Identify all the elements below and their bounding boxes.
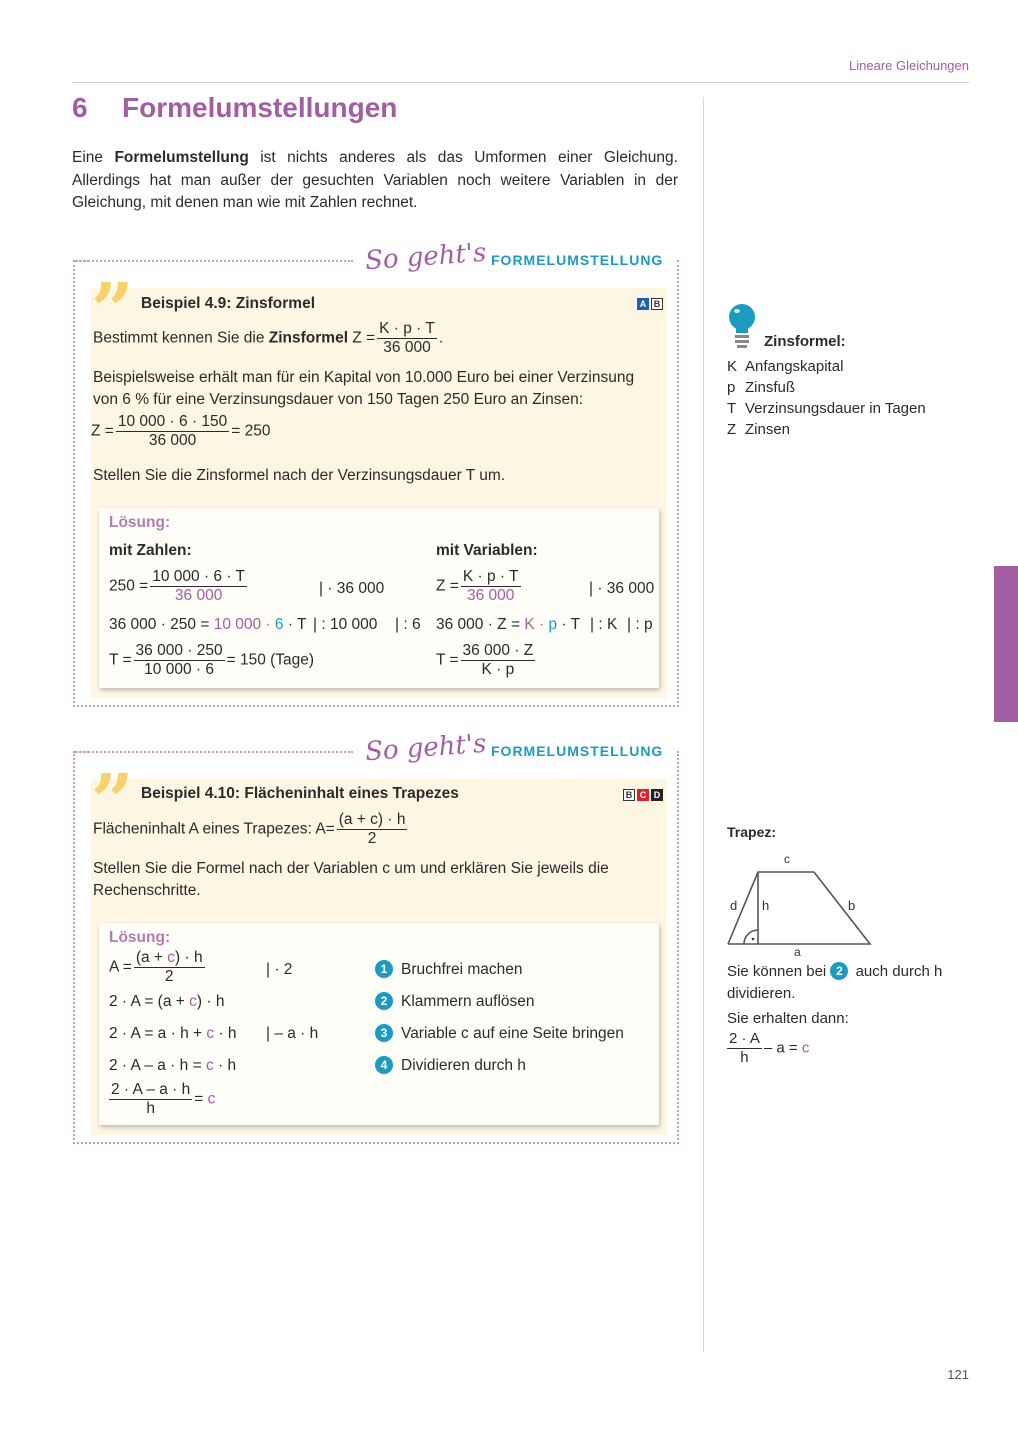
example-title: Beispiel 4.10: Flächeninhalt eines Trapezes [141, 785, 459, 802]
step-explanation [375, 1055, 526, 1077]
step-number-icon: 3 [375, 1024, 393, 1042]
operation: | · 2 [266, 961, 293, 978]
highlight: c [801, 1039, 810, 1057]
chapter-number: 6 [72, 92, 88, 123]
tag-d: D [651, 789, 663, 801]
label-c: c [784, 852, 790, 866]
task-text: Stellen Sie die Formel nach der Variablen c um und erklären Sie jeweils die [93, 860, 609, 877]
box-border [75, 751, 89, 753]
numerator: 36 000 · Z [462, 642, 534, 659]
quote-icon: ” [91, 268, 134, 354]
fraction [134, 642, 225, 679]
step-number-icon: 2 [375, 992, 393, 1010]
box-border [75, 260, 89, 262]
solution-panel [99, 923, 659, 1125]
box-category-label: FORMELUMSTELLUNG [491, 252, 664, 268]
operation: | : p [627, 616, 653, 633]
text: 2 · A = (a + [109, 993, 190, 1010]
example-box-2 [73, 728, 679, 1144]
box-category-label: FORMELUMSTELLUNG [491, 743, 664, 759]
step-row [109, 1055, 236, 1077]
text: A = [109, 958, 132, 976]
solution-label: Lösung: [109, 514, 171, 531]
text: – a = [763, 1039, 802, 1057]
lightbulb-icon [727, 303, 757, 349]
denominator: 36 000 [174, 587, 223, 604]
symbol: Z [727, 421, 737, 438]
denominator: 36 000 [383, 339, 431, 356]
numerator: 10 000 · 6 · T [152, 568, 245, 585]
text: Sie können bei [727, 963, 831, 980]
difficulty-tags [623, 789, 663, 801]
chapter-tab-marker [994, 566, 1018, 722]
numerator [134, 949, 205, 968]
text: Z = [436, 577, 459, 595]
box-border [73, 260, 353, 262]
legend-item [727, 377, 926, 398]
intro-keyword: Formelumstellung [114, 149, 249, 166]
step-row [109, 949, 207, 986]
chapter-title: Formelumstellungen [122, 92, 398, 123]
page-number: 121 [947, 1367, 969, 1382]
label-h: h [762, 898, 770, 913]
fraction [116, 413, 229, 450]
step-row [109, 991, 224, 1013]
step-explanation [375, 1023, 624, 1045]
highlight: 6 [274, 616, 284, 633]
example-equation [91, 413, 271, 450]
text: = [194, 1090, 208, 1108]
fraction [461, 642, 536, 679]
trapez-title: Trapez: [727, 824, 777, 840]
fraction [377, 320, 437, 357]
label-b: b [848, 898, 856, 913]
legend-text: Zinsfuß [745, 379, 796, 396]
text: 36 000 · 250 = [109, 616, 214, 633]
text: Z = [91, 422, 114, 440]
step-row [436, 614, 580, 636]
fraction [134, 949, 205, 986]
step-row [436, 568, 523, 605]
denominator: h [146, 1100, 155, 1117]
difficulty-tags [637, 298, 663, 310]
text: (a + [135, 949, 168, 966]
formula-line [93, 320, 443, 357]
step-row [109, 642, 314, 679]
highlight: c [207, 1090, 216, 1108]
symbol: K [727, 358, 738, 375]
formula-line [93, 811, 409, 848]
right-angle-dot [752, 938, 755, 941]
right-heading: mit Variablen: [436, 542, 538, 559]
highlight: 10 000 · [213, 616, 275, 633]
quote-icon: ” [91, 759, 134, 845]
numerator: (a + c) · h [338, 811, 406, 828]
intro-text: Eine [72, 149, 115, 166]
chapter-heading [72, 92, 397, 124]
text: · h [213, 1057, 237, 1074]
legend-text: Verzinsungsdauer in Tagen [745, 400, 926, 417]
operation: | : 6 [395, 616, 421, 633]
text: 2 · A = a · h + [109, 1025, 207, 1042]
denominator: 36 000 [466, 587, 515, 604]
tag-b: B [623, 789, 635, 801]
numerator: 2 · A – a · h [111, 1081, 191, 1098]
column-divider [703, 97, 704, 1352]
running-header: Lineare Gleichungen [849, 58, 969, 73]
task-text: Rechenschritte. [93, 882, 201, 899]
denominator: 2 [367, 830, 377, 847]
example-box-1 [73, 237, 679, 707]
step-row [436, 642, 537, 679]
step-text: Bruchfrei machen [401, 961, 523, 978]
step-text: Variable c auf eine Seite bringen [401, 1025, 624, 1042]
step-explanation [375, 959, 522, 981]
tag-a: A [637, 298, 649, 310]
text: 2 · A – a · h = [109, 1057, 206, 1074]
step-row [109, 568, 249, 605]
legend-text: Anfangskapital [745, 358, 844, 375]
numerator: 36 000 · 250 [135, 642, 223, 659]
highlight: c [206, 1025, 215, 1042]
text: ) · h [175, 949, 203, 966]
symbol: p [727, 379, 736, 396]
highlight: K · [524, 616, 549, 633]
text: · h [214, 1025, 237, 1042]
step-number-icon: 2 [830, 962, 848, 980]
symbol: T [727, 400, 737, 417]
intro-text-rest: ist nichts anderes als das Umformen einer Gleichung. Allerdings hat man außer der gesuchten Variablen noch weitere Variablen in der Gleichung, mit denen man wie mit Zahlen rechnet. [72, 149, 678, 211]
text: = 250 [231, 422, 271, 440]
note-line [727, 961, 942, 982]
text: T = [436, 651, 459, 669]
highlight: c [189, 993, 197, 1010]
legend-text: Zinsen [745, 421, 791, 438]
tip-title: Zinsformel: [764, 333, 846, 350]
operation: | · 36 000 [319, 580, 385, 597]
fraction [337, 811, 408, 848]
operation: | : K [590, 616, 618, 633]
text: Flächeninhalt A eines Trapezes: A= [93, 820, 335, 838]
box-border [73, 751, 353, 753]
numerator: 2 · A [729, 1030, 760, 1047]
denominator: h [740, 1049, 749, 1066]
solution-panel [99, 508, 659, 688]
tag-b: B [651, 298, 663, 310]
highlight: c [167, 949, 176, 966]
note-line: dividieren. [727, 985, 796, 1002]
operation: | – a · h [266, 1025, 319, 1042]
operation: | · 36 000 [589, 580, 655, 597]
operation: | : 10 000 [313, 616, 378, 633]
highlight: p [548, 616, 558, 633]
alt-formula [725, 1030, 809, 1067]
step-row [107, 1081, 215, 1118]
task-text: Stellen Sie die Zinsformel nach der Verzinsungsdauer T um. [93, 467, 506, 484]
numerator: K · p · T [379, 320, 435, 337]
step-explanation [375, 991, 535, 1013]
step-row [109, 1023, 237, 1045]
so-gehts-label: So geht's [364, 237, 488, 277]
so-gehts-label: So geht's [364, 728, 488, 768]
trapezoid-diagram [722, 850, 882, 960]
legend-item [727, 398, 926, 419]
denominator: 10 000 · 6 [144, 661, 214, 678]
step-number-icon: 4 [375, 1056, 393, 1074]
numerator: K · p · T [462, 568, 519, 585]
text: T = [109, 651, 132, 669]
fraction [150, 568, 247, 605]
text: · T [283, 616, 307, 633]
text: · T [557, 616, 581, 633]
fraction [461, 568, 521, 605]
legend-item [727, 419, 926, 440]
legend-list [727, 356, 926, 440]
text: . [438, 329, 444, 347]
legend-item [727, 356, 926, 377]
text: 250 = [109, 577, 149, 595]
step-number-icon: 1 [375, 960, 393, 978]
text: Bestimmt kennen Sie die [93, 329, 269, 347]
left-heading: mit Zahlen: [109, 542, 192, 559]
fraction [109, 1081, 192, 1118]
header-divider [72, 82, 969, 83]
example-card [91, 268, 667, 698]
denominator: 36 000 [148, 432, 197, 449]
note-line: Sie erhalten dann: [727, 1010, 849, 1027]
numerator: 10 000 · 6 · 150 [117, 413, 228, 430]
fraction [727, 1030, 762, 1067]
step-text: Klammern auflösen [401, 993, 535, 1010]
right-angle-mark [744, 930, 758, 944]
solution-label: Lösung: [109, 929, 171, 946]
text: 36 000 · Z = [436, 616, 525, 633]
text: = 150 (Tage) [226, 651, 315, 669]
label-a: a [794, 945, 801, 959]
text: ) · h [196, 993, 225, 1010]
paragraph: Beispielsweise erhält man für ein Kapital von 10.000 Euro bei einer Verzinsung [93, 369, 635, 386]
keyword: Zinsformel [268, 329, 348, 347]
label-d: d [730, 898, 738, 913]
example-title: Beispiel 4.9: Zinsformel [141, 295, 315, 312]
text: Z = [348, 329, 376, 347]
tag-c: C [637, 789, 649, 801]
text: auch durch h [851, 963, 943, 980]
highlight: c [205, 1057, 214, 1074]
step-text: Dividieren durch h [401, 1057, 526, 1074]
denominator: K · p [481, 661, 515, 678]
step-row [109, 614, 307, 636]
intro-paragraph [72, 147, 678, 215]
denominator: 2 [164, 968, 174, 985]
example-card [91, 759, 667, 1135]
paragraph: von 6 % für eine Verzinsungsdauer von 150 Tagen 250 Euro an Zinsen: [93, 391, 584, 408]
